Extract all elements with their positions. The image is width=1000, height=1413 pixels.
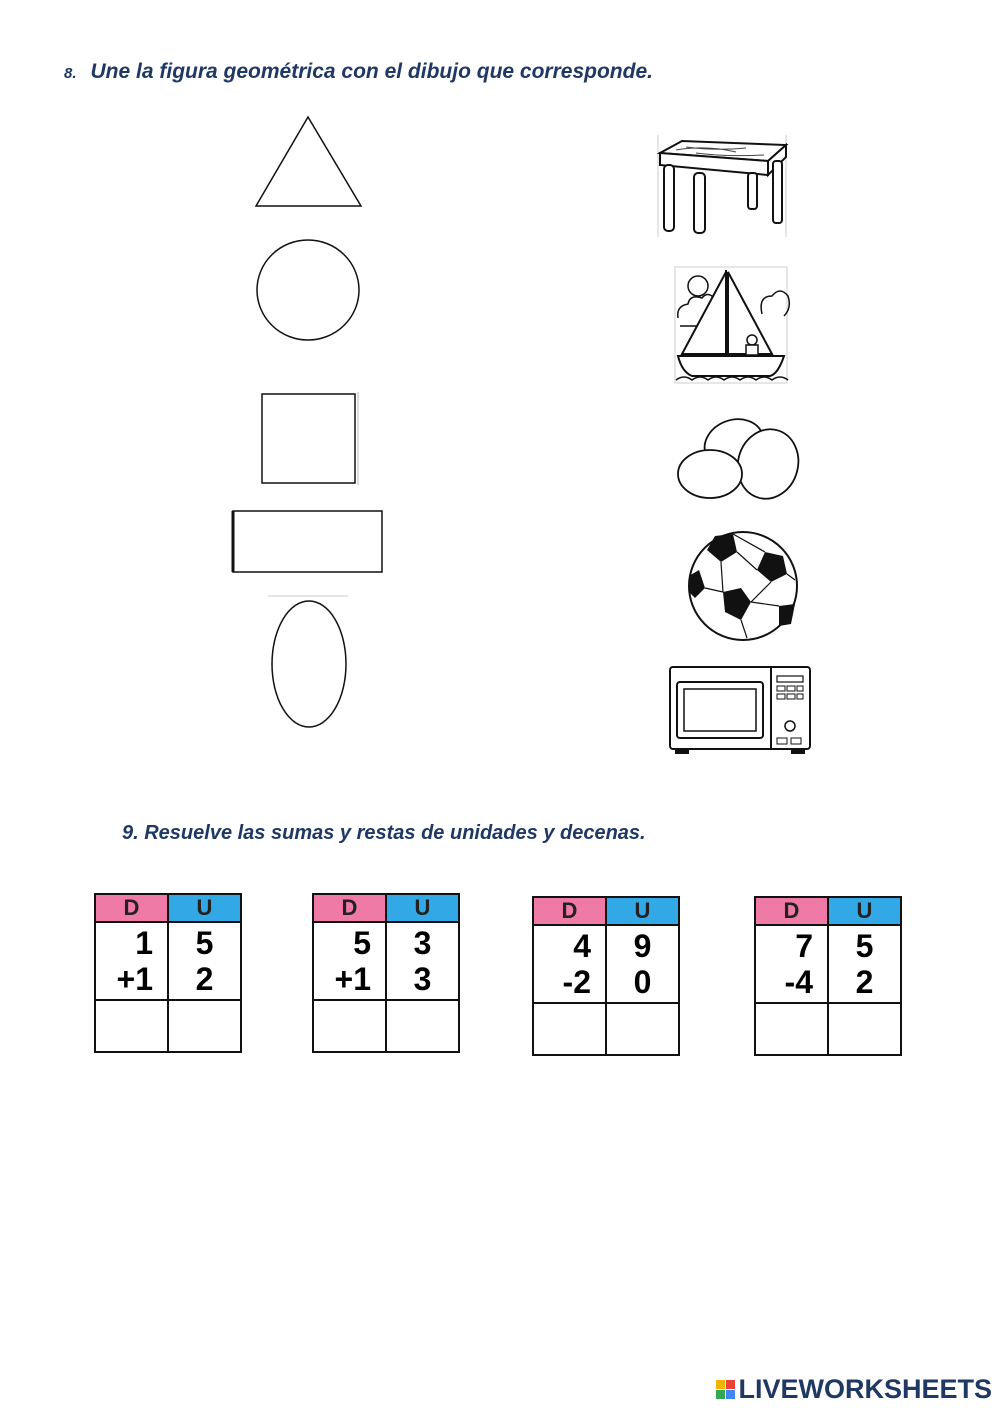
answer-units-cell[interactable] [168,1000,241,1052]
tens-top: 7 [795,928,813,964]
units-header: U [168,894,241,922]
du-table-4 [754,896,902,1056]
tens-bottom: -4 [784,964,813,1000]
units-top: 5 [195,925,214,961]
du-table-1 [94,893,242,1053]
soccer-ball-icon[interactable] [687,530,799,642]
answer-tens-cell[interactable] [755,1003,828,1055]
tens-bottom: -2 [562,964,591,1000]
answer-units-cell[interactable] [606,1003,679,1055]
answer-tens-cell[interactable] [313,1000,386,1052]
units-top: 3 [413,925,432,961]
liveworksheets-logo[interactable] [716,1374,992,1405]
logo-square [726,1380,735,1389]
tens-header: D [95,894,168,922]
tens-bottom: +1 [334,961,371,997]
tens-header: D [755,897,828,925]
units-bottom: 3 [413,961,432,997]
answer-units-cell[interactable] [386,1000,459,1052]
answer-units-cell[interactable] [828,1003,901,1055]
table-icon[interactable] [656,135,790,239]
units-top: 9 [633,928,652,964]
units-top: 5 [855,928,874,964]
units-header: U [606,897,679,925]
tens-top: 1 [135,925,153,961]
square-icon[interactable] [258,391,360,486]
question-8-text: Une la figura geométrica con el dibujo que corresponde. [90,60,653,83]
units-bottom: 2 [855,964,874,1000]
units-header: U [828,897,901,925]
triangle-icon[interactable] [254,114,364,210]
du-table-3 [532,896,680,1056]
circle-icon[interactable] [254,238,362,342]
units-bottom: 0 [633,964,652,1000]
tens-top: 5 [353,925,371,961]
answer-tens-cell[interactable] [533,1003,606,1055]
microwave-icon[interactable] [667,664,813,756]
tens-top: 4 [573,928,591,964]
logo-square [726,1390,735,1399]
question-8-title [64,60,653,84]
answer-tens-cell[interactable] [95,1000,168,1052]
question-8-number: 8. [64,65,77,82]
oval-icon[interactable] [262,592,354,732]
question-9-title: 9. Resuelve las sumas y restas de unidades y decenas. [122,822,646,844]
rectangle-icon[interactable] [230,508,386,576]
sailboat-icon[interactable] [674,266,790,386]
tens-bottom: +1 [116,961,153,997]
du-table-2 [312,893,460,1053]
logo-square [716,1390,725,1399]
logo-mark-icon [716,1380,735,1399]
eggs-icon[interactable] [676,416,800,502]
units-header: U [386,894,459,922]
tens-header: D [313,894,386,922]
logo-square [716,1380,725,1389]
tens-header: D [533,897,606,925]
units-bottom: 2 [195,961,214,997]
logo-text: LIVEWORKSHEETS [738,1374,992,1404]
